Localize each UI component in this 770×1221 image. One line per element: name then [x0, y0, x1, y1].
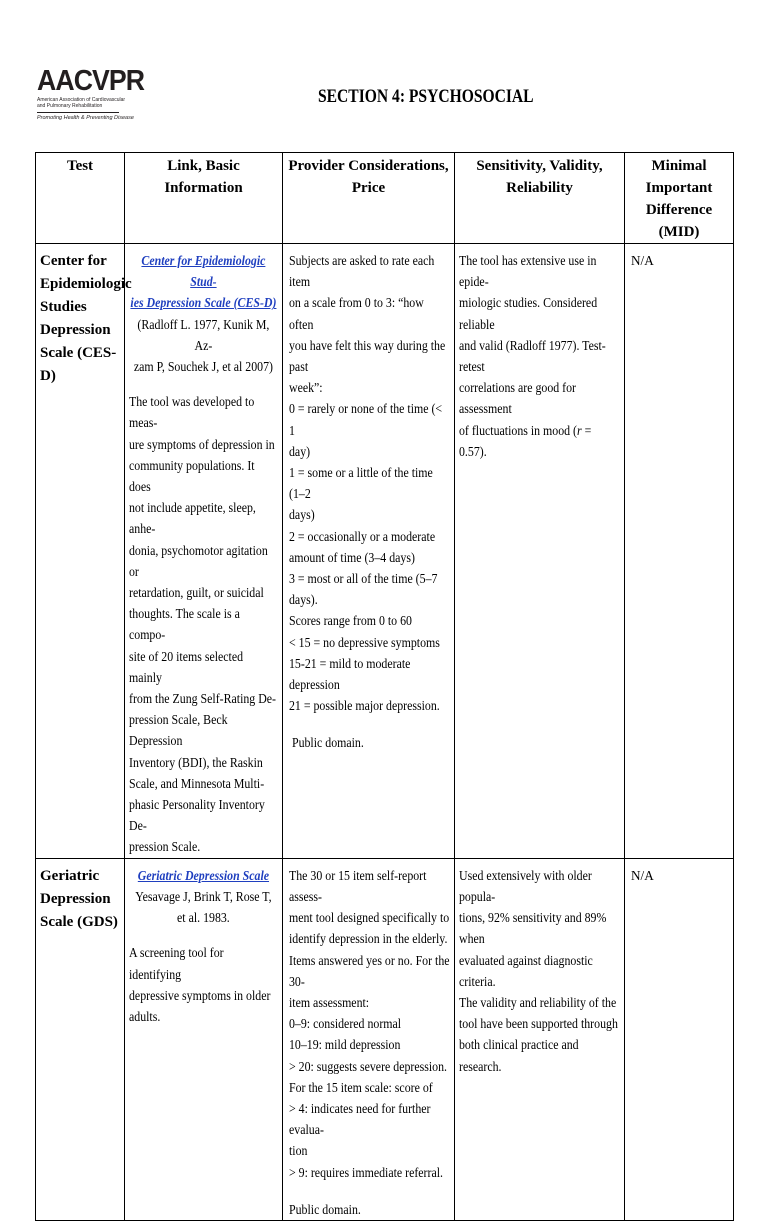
test-name-line: Studies	[40, 299, 87, 315]
test-name-line: Center for	[40, 253, 107, 269]
logo-wordmark: AACVPR	[37, 65, 145, 97]
test-name-line: Epidemiologic	[40, 276, 132, 292]
provider-line: Subjects are asked to rate each item	[289, 253, 435, 290]
price-note: Public domain.	[289, 1201, 361, 1217]
sensitivity-line: miologic studies. Considered reliable	[459, 295, 598, 332]
provider-line: ment tool designed specifically to	[289, 910, 450, 926]
description-line: pression Scale.	[129, 839, 201, 855]
provider-line: The 30 or 15 item self-report assess-	[289, 867, 427, 904]
description-line: community populations. It does	[129, 457, 255, 495]
cell-test	[36, 244, 132, 859]
provider-line: 2 = occasionally or a moderate	[289, 528, 436, 544]
header-label: Information	[164, 180, 243, 196]
sensitivity-line: The validity and reliability of the	[459, 994, 617, 1010]
header-mid	[625, 153, 734, 244]
cell-provider	[283, 244, 455, 859]
citation-line: et al. 1983.	[177, 910, 230, 926]
description-line: adults.	[129, 1008, 161, 1024]
description-line: not include appetite, sleep, anhe-	[129, 500, 256, 537]
logo-subtitle-line: American Association of Cardiovascular	[37, 97, 126, 103]
citation-line: Yesavage J, Brink T, Rose T,	[135, 888, 272, 904]
sensitivity-line: tions, 92% sensitivity and 89% when	[459, 910, 607, 947]
test-link-line: Geriatric Depression Scale	[137, 867, 270, 883]
provider-line: on a scale from 0 to 3: “how often	[289, 295, 424, 332]
sensitivity-line: and valid (Radloff 1977). Test- retest	[459, 337, 606, 375]
logo-subtitle	[37, 97, 137, 109]
logo-subtitle-line: and Pulmonary Rehabilitation	[37, 103, 103, 109]
test-link-line: ies Depression Scale (CES-D)	[130, 295, 277, 311]
sensitivity-line: of fluctuations in mood (r = 0.57).	[459, 422, 592, 459]
description-line: Inventory (BDI), the Raskin	[129, 754, 263, 770]
provider-line: 0–9: considered normal	[289, 1016, 402, 1032]
header-label: Reliability	[506, 180, 573, 196]
description-line: from the Zung Self-Rating De-	[129, 691, 277, 707]
provider-line: For the 15 item scale: score of	[289, 1079, 433, 1095]
provider-line: amount of time (3–4 days)	[289, 549, 415, 565]
provider-line: tion	[289, 1143, 308, 1159]
provider-line: 21 = possible major depression.	[289, 698, 440, 714]
header-label: Minimal Important	[645, 158, 713, 196]
description-line: thoughts. The scale is a compo-	[129, 606, 240, 643]
cell-mid	[625, 244, 734, 859]
description-line: retardation, guilt, or suicidal	[129, 585, 264, 601]
description-line: ure symptoms of depression in	[129, 436, 275, 452]
provider-line: you have felt this way during the past	[289, 337, 446, 375]
sensitivity-line: tool have been supported through	[459, 1016, 618, 1032]
description-line: depressive symptoms in older	[129, 987, 271, 1003]
description-line: pression Scale, Beck Depression	[129, 712, 228, 749]
cell-link	[125, 244, 283, 859]
cell-provider	[283, 858, 455, 1220]
provider-line: identify depression in the elderly.	[289, 931, 448, 947]
header-label: Difference (MID)	[645, 202, 713, 240]
table-row	[36, 244, 734, 859]
mid-value: N/A	[631, 253, 654, 268]
logo-divider	[37, 112, 119, 113]
header-label: Link, Basic	[167, 158, 240, 174]
provider-line: > 4: indicates need for further evalua-	[289, 1100, 431, 1138]
header-test	[36, 153, 125, 244]
provider-line: 1 = some or a little of the time (1–2	[289, 465, 433, 502]
cell-test	[36, 858, 125, 1220]
cell-sensitivity	[455, 244, 625, 859]
header-sensitivity	[455, 153, 625, 244]
description-line: phasic Personality Inventory De-	[129, 797, 265, 834]
description-line: Scale, and Minnesota Multi-	[129, 775, 265, 791]
header-label: Sensitivity, Validity,	[476, 158, 603, 174]
provider-line: 3 = most or all of the time (5–7 days).	[289, 571, 438, 608]
sensitivity-line: Used extensively with older popula-	[459, 867, 592, 904]
description-line: site of 20 items selected mainly	[129, 648, 244, 685]
cell-mid	[625, 858, 734, 1220]
description-line: donia, psychomotor agitation or	[129, 542, 268, 579]
header-label: Provider Considerations, Price	[288, 158, 449, 196]
test-link[interactable]	[129, 250, 278, 314]
table-header-row	[36, 153, 734, 244]
provider-line: 0 = rarely or none of the time (< 1	[289, 401, 443, 438]
test-name-line: Depression	[40, 322, 111, 338]
provider-line: > 9: requires immediate referral.	[289, 1164, 443, 1180]
provider-line: 15-21 = mild to moderate depression	[289, 655, 411, 693]
provider-line: 10–19: mild depression	[289, 1037, 401, 1053]
provider-line: day)	[289, 443, 311, 459]
test-name-line: Scale (CES-D)	[40, 345, 117, 384]
description-line: A screening tool for identifying	[129, 945, 224, 982]
assessment-table	[35, 152, 734, 1221]
price-note: Public domain.	[289, 735, 364, 751]
sensitivity-line: The tool has extensive use in epide-	[459, 253, 597, 290]
table-row	[36, 858, 734, 1220]
description-line: The tool was developed to meas-	[129, 394, 255, 431]
test-link-line: Center for Epidemiologic Stud-	[141, 253, 266, 290]
provider-line: week”:	[289, 380, 323, 396]
cell-link	[125, 858, 283, 1220]
test-name-line: Scale (GDS)	[40, 913, 118, 930]
provider-line: item assessment:	[289, 994, 370, 1010]
sensitivity-line: correlations are good for assessment	[459, 380, 576, 417]
provider-line: > 20: suggests severe depression.	[289, 1058, 447, 1074]
sensitivity-line: evaluated against diagnostic criteria.	[459, 952, 593, 989]
provider-line: < 15 = no depressive symptoms	[289, 634, 440, 650]
logo-tagline: Promoting Health & Preventing Disease	[37, 115, 134, 121]
provider-line: Items answered yes or no. For the 30-	[289, 952, 450, 989]
provider-line: Scores range from 0 to 60	[289, 613, 412, 629]
citation-line: (Radloff L. 1977, Kunik M, Az-	[137, 316, 270, 353]
citation-line: zam P, Souchek J, et al 2007)	[133, 359, 273, 375]
sensitivity-line: both clinical practice and research.	[459, 1037, 579, 1074]
test-name-line: Geriatric	[40, 867, 100, 884]
header-link	[125, 153, 283, 244]
provider-line: days)	[289, 507, 315, 523]
aacvpr-logo	[37, 65, 145, 121]
header-label: Test	[66, 158, 94, 174]
test-link[interactable]	[129, 865, 278, 886]
header-provider	[283, 153, 455, 244]
section-title: SECTION 4: PSYCHOSOCIAL	[318, 86, 534, 107]
cell-sensitivity	[455, 858, 625, 1220]
mid-value: N/A	[631, 867, 654, 883]
test-name-line: Depression	[40, 890, 111, 907]
